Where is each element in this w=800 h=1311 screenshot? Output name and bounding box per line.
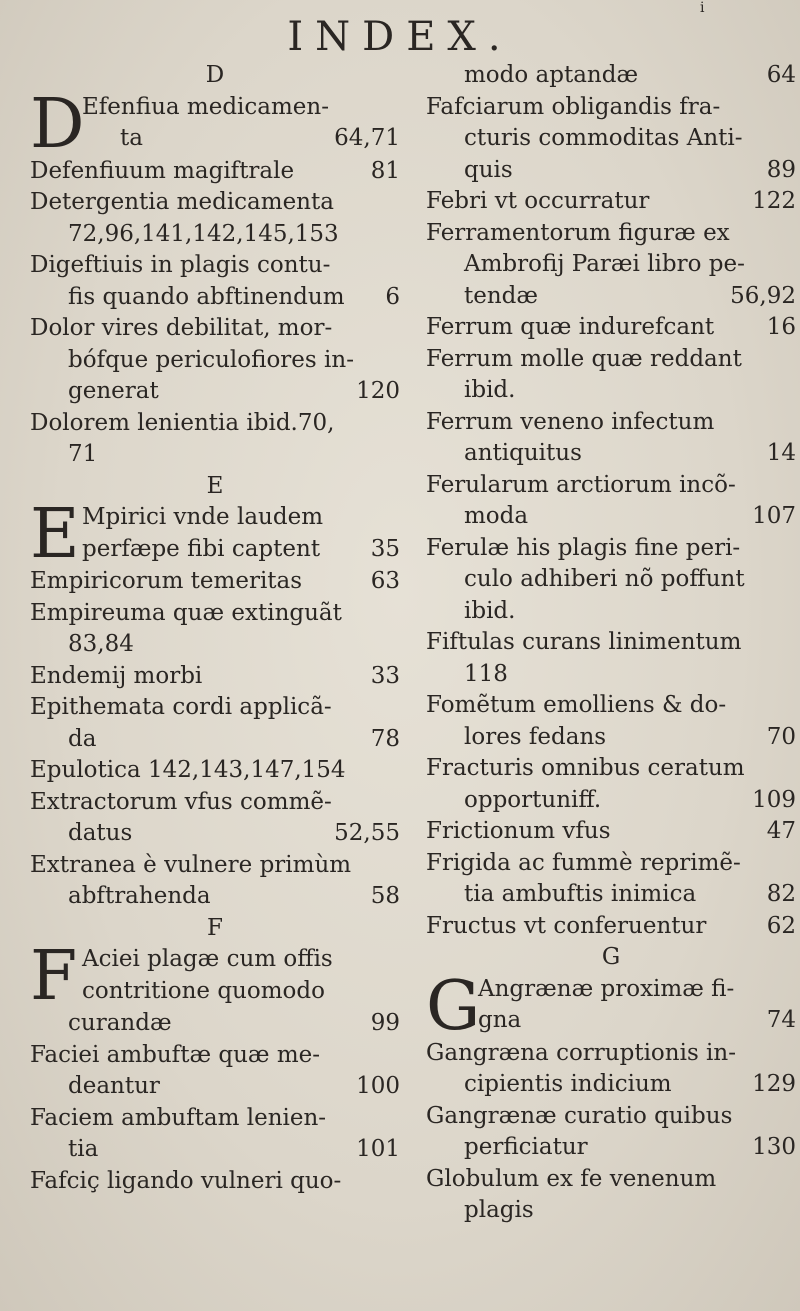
entry-text: generat	[68, 378, 159, 404]
entry-line	[426, 879, 796, 911]
index-entry	[30, 661, 400, 693]
entry-text: Fafciç ligando vulneri quo-	[30, 1167, 342, 1194]
index-entry	[30, 1166, 400, 1198]
page-reference: 58	[370, 883, 400, 909]
entry-text: Ferrum quæ indurefcant	[426, 314, 715, 340]
entry-line	[426, 533, 796, 565]
entry-text: Febri vt occurratur	[426, 188, 650, 214]
page-reference: 120	[356, 378, 400, 404]
entry-text: Efenfiua medicamen-	[82, 93, 330, 120]
page-reference: 107	[752, 503, 796, 529]
initial-lines	[82, 92, 400, 156]
entry-line	[426, 1164, 796, 1196]
entry-line	[426, 1038, 796, 1070]
entry-text: Gangrænæ curatio quibus	[426, 1102, 733, 1129]
page-reference: 64,71	[334, 125, 400, 151]
page-reference: 101	[356, 1136, 400, 1162]
index-entry	[30, 1008, 400, 1040]
entry-line	[426, 596, 796, 628]
entry-text: Faciei ambuftæ quæ me-	[30, 1041, 321, 1068]
entry-text: datus	[68, 820, 133, 846]
entry-text: Defenfiuum magiftrale	[30, 157, 295, 184]
entry-line	[30, 1071, 400, 1103]
entry-line	[426, 1101, 796, 1133]
entry-line	[426, 627, 796, 659]
entry-line	[426, 659, 796, 691]
index-entry	[426, 753, 796, 816]
entry-line	[426, 501, 796, 533]
entry-line	[30, 598, 400, 630]
page-reference: 89	[766, 156, 796, 183]
page-reference: 81	[370, 157, 400, 184]
entry-text: da	[68, 725, 97, 752]
index-entry-initial	[30, 84, 400, 164]
index-entry	[30, 313, 400, 408]
index-entry	[426, 407, 796, 470]
entry-text: tia ambuftis inimica	[464, 881, 697, 907]
entry-text: lores fedans	[464, 723, 607, 750]
entry-line	[30, 408, 400, 440]
entry-line	[426, 123, 796, 155]
entry-line	[30, 250, 400, 282]
entry-line	[426, 848, 796, 880]
entry-line	[30, 1008, 400, 1040]
entry-line	[478, 974, 796, 1006]
entry-text: Detergentia medicamenta	[30, 189, 334, 215]
entry-line	[82, 534, 400, 566]
entry-text: Frigida ac fummè reprimẽ-	[426, 849, 741, 876]
index-entry-initial	[426, 966, 796, 1046]
entry-line	[30, 439, 400, 471]
entry-line	[478, 1005, 796, 1037]
page-reference: 33	[370, 662, 400, 689]
entry-line	[426, 564, 796, 596]
index-entry	[426, 816, 796, 848]
index-entry	[426, 1101, 796, 1164]
entry-text: plagis	[464, 1197, 534, 1223]
entry-line	[30, 1166, 400, 1198]
entry-text: opportuniff.	[464, 786, 602, 813]
entry-text: moda	[464, 503, 529, 529]
entry-line	[82, 944, 400, 976]
initial-lines	[478, 974, 796, 1038]
entry-line	[82, 502, 400, 534]
entry-text: ibid.	[464, 597, 516, 624]
drop-cap: E	[30, 495, 80, 574]
entry-text: ta	[120, 125, 143, 151]
index-entry	[426, 848, 796, 911]
index-entry	[30, 566, 400, 598]
entry-line	[30, 755, 400, 787]
index-entry	[30, 1103, 400, 1166]
page-reference: 52,55	[334, 820, 400, 846]
index-entry-initial	[30, 495, 400, 574]
entry-text: Mpirici vnde laudem	[82, 504, 324, 530]
entry-line	[426, 816, 796, 848]
entry-line	[30, 724, 400, 756]
entry-text: Ferrum molle quæ reddant	[426, 345, 742, 372]
entry-text: tia	[68, 1136, 99, 1162]
entry-text: quis	[464, 156, 513, 183]
index-entry	[30, 156, 400, 188]
index-entry	[426, 1164, 796, 1227]
entry-line	[426, 92, 796, 124]
page-reference: 109	[752, 786, 796, 813]
entry-text: Aciei plagæ cum offis	[82, 946, 333, 972]
entry-line	[30, 156, 400, 188]
index-entry-initial	[30, 937, 400, 1016]
index-entry	[30, 850, 400, 913]
entry-line	[30, 187, 400, 219]
entry-line	[30, 850, 400, 882]
entry-text: Ambrofij Paræi libro pe-	[464, 251, 745, 277]
entry-text: 71	[68, 441, 98, 467]
index-entry	[426, 312, 796, 344]
entry-line	[30, 282, 400, 314]
page-title: INDEX.	[287, 14, 513, 60]
page-reference: 100	[356, 1073, 400, 1099]
drop-cap: F	[30, 937, 78, 1016]
page-reference: 78	[370, 725, 400, 752]
page-reference: 63	[370, 568, 400, 594]
index-entry	[426, 690, 796, 753]
entry-text: Epithemata cordi applicã-	[30, 694, 332, 720]
section-letter: E	[206, 472, 224, 499]
entry-line	[426, 911, 796, 943]
entry-line	[426, 1069, 796, 1101]
index-column-right	[426, 60, 796, 1227]
page-reference: 74	[766, 1007, 796, 1033]
section-letter: D	[205, 62, 225, 88]
entry-line	[426, 155, 796, 187]
page-reference: 129	[752, 1071, 796, 1097]
entry-text: abftrahenda	[68, 883, 211, 909]
index-entry	[30, 598, 400, 661]
index-entry	[30, 787, 400, 850]
entry-text: Empireuma quæ extinguãt	[30, 599, 342, 626]
corner-mark: i	[700, 0, 705, 16]
index-entry	[426, 911, 796, 943]
index-entry	[30, 187, 400, 250]
entry-text: Globulum ex fe venenum	[426, 1165, 717, 1192]
entry-text: 83,84	[68, 631, 134, 657]
page-reference: 6	[385, 283, 400, 310]
entry-text: ibid.	[464, 377, 516, 403]
page-reference: 14	[766, 440, 796, 466]
index-entry	[30, 408, 400, 471]
entry-text: Ferrum veneno infectum	[426, 408, 715, 435]
entry-text: perfæpe fibi captent	[82, 535, 321, 562]
entry-text: contritione quomodo	[82, 977, 325, 1004]
entry-line	[30, 629, 400, 661]
entry-text: cipientis indicium	[464, 1071, 672, 1097]
entry-line	[82, 92, 400, 124]
entry-text: Endemij morbi	[30, 662, 203, 689]
entry-line	[30, 1134, 400, 1166]
page-reference: 130	[752, 1134, 796, 1160]
page-reference: 64	[766, 62, 796, 88]
entry-line	[30, 219, 400, 251]
entry-line	[426, 753, 796, 785]
entry-text: Fiftulas curans linimentum	[426, 629, 742, 655]
entry-line	[30, 1040, 400, 1072]
index-entry	[426, 92, 796, 187]
page-reference: 35	[370, 535, 400, 562]
entry-line	[30, 566, 400, 598]
index-entry	[30, 250, 400, 313]
page-reference: 47	[766, 818, 796, 844]
entry-line	[30, 661, 400, 693]
page-reference: 56,92	[730, 282, 796, 309]
entry-line	[426, 249, 796, 281]
entry-text: Ferramentorum figuræ ex	[426, 219, 730, 246]
entry-text: curandæ	[68, 1010, 172, 1036]
entry-line	[426, 186, 796, 218]
page-reference: 62	[766, 912, 796, 939]
index-column-left	[30, 60, 400, 1197]
page-reference: 16	[766, 314, 796, 340]
entry-text: antiquitus	[464, 440, 582, 466]
entry-text: Angrænæ proximæ fi-	[478, 975, 735, 1002]
entry-text: gna	[478, 1007, 522, 1033]
entry-line	[82, 976, 400, 1008]
entry-text: Ferulæ his plagis fine peri-	[426, 534, 741, 561]
entry-text: deantur	[68, 1073, 160, 1099]
entry-line	[426, 785, 796, 817]
initial-lines	[82, 502, 400, 566]
section-letter: G	[601, 944, 621, 970]
entry-text: tendæ	[464, 282, 539, 309]
index-entry	[426, 218, 796, 313]
entry-text: bófque periculofiores in-	[68, 346, 354, 373]
entry-text: 118	[464, 660, 508, 687]
entry-line	[426, 438, 796, 470]
entry-line	[30, 376, 400, 408]
index-entry	[426, 1038, 796, 1101]
section-letter: F	[207, 914, 223, 941]
entry-line	[30, 345, 400, 377]
entry-text: Dolor vires debilitat, mor-	[30, 315, 333, 341]
index-entry	[426, 344, 796, 407]
entry-text: 72,96,141,142,145,153	[68, 220, 339, 247]
index-entry	[30, 755, 400, 787]
page-reference: 122	[752, 188, 796, 214]
entry-line	[426, 1195, 796, 1227]
entry-line	[426, 344, 796, 376]
index-entry	[30, 1040, 400, 1103]
entry-text: Frictionum vfus	[426, 818, 611, 844]
entry-text: Fructus vt conferuentur	[426, 912, 707, 939]
page-reference: 82	[766, 881, 796, 907]
entry-text: Faciem ambuftam lenien-	[30, 1104, 327, 1131]
drop-cap: G	[426, 966, 481, 1046]
index-entry	[426, 533, 796, 628]
entry-line	[30, 313, 400, 345]
entry-text: Fomẽtum emolliens & do-	[426, 692, 727, 718]
entry-text: modo aptandæ	[464, 62, 639, 88]
index-entry	[426, 470, 796, 533]
drop-cap: D	[30, 84, 85, 164]
entry-text: Gangræna corruptionis in-	[426, 1039, 736, 1066]
entry-line	[426, 407, 796, 439]
entry-line	[426, 470, 796, 502]
entry-text: culo adhiberi nõ poffunt	[464, 566, 745, 592]
entry-text: perficiatur	[464, 1134, 588, 1160]
initial-lines	[82, 944, 400, 1008]
entry-line	[82, 123, 400, 155]
entry-line	[426, 60, 796, 92]
page-reference: 70	[766, 723, 796, 750]
entry-line	[426, 1132, 796, 1164]
entry-line	[426, 312, 796, 344]
entry-text: Empiricorum temeritas	[30, 568, 303, 594]
entry-text: Ferularum arctiorum incõ-	[426, 471, 736, 498]
entry-text: Extranea è vulnere primùm	[30, 851, 352, 878]
entry-line	[426, 218, 796, 250]
index-entry	[30, 692, 400, 755]
entry-text: Extractorum vfus commẽ-	[30, 788, 332, 815]
entry-line	[30, 818, 400, 850]
entry-text: fis quando abftinendum	[68, 283, 345, 310]
index-entry	[426, 627, 796, 690]
entry-line	[426, 722, 796, 754]
entry-line	[30, 787, 400, 819]
entry-line	[426, 281, 796, 313]
entry-line	[30, 1103, 400, 1135]
page-reference: 99	[370, 1010, 400, 1036]
entry-text: Digeftiuis in plagis contu-	[30, 252, 331, 278]
entry-line	[30, 692, 400, 724]
entry-text: cturis commoditas Anti-	[464, 125, 743, 151]
entry-text: Fracturis omnibus ceratum	[426, 755, 745, 781]
entry-line	[30, 881, 400, 913]
entry-line	[426, 375, 796, 407]
index-entry	[426, 60, 796, 92]
entry-line	[426, 690, 796, 722]
entry-text: Dolorem lenientia ibid.70,	[30, 409, 335, 436]
entry-text: Fafciarum obligandis fra-	[426, 93, 721, 120]
index-entry	[426, 186, 796, 218]
entry-text: Epulotica 142,143,147,154	[30, 757, 346, 783]
